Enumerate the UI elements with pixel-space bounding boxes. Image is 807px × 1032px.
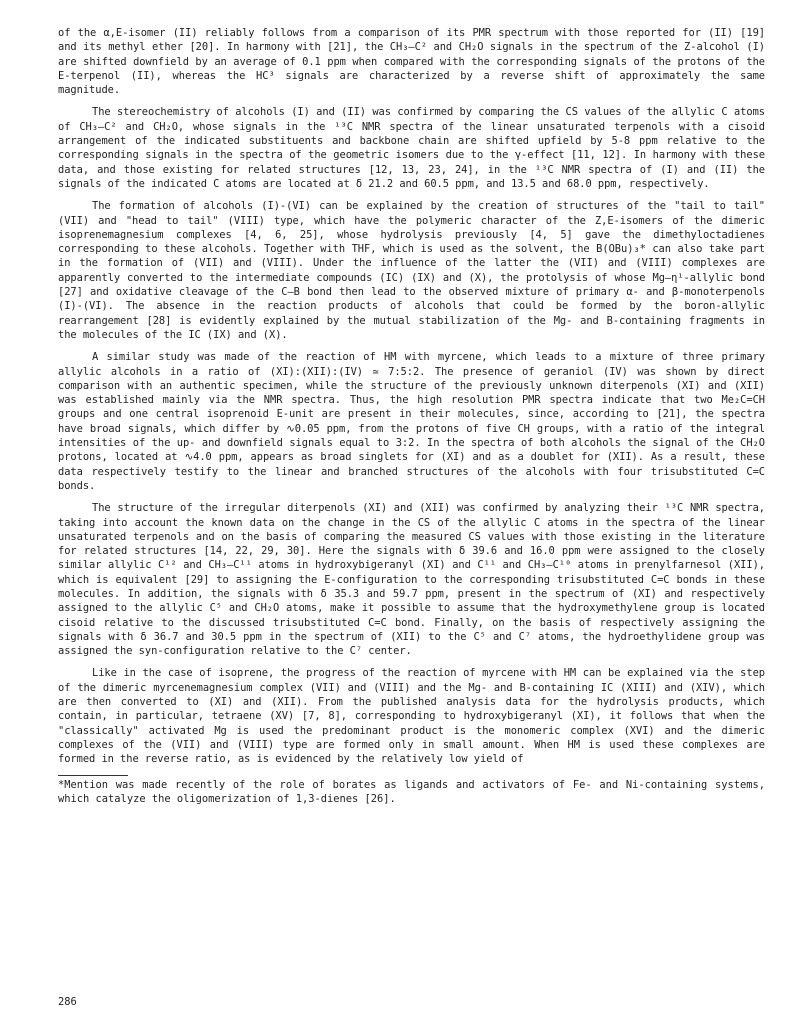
paragraph-6: Like in the case of isoprene, the progress of the reaction of myrcene with HM can be explained via the step of the dimeric myrcenemagnesium complex (VII) and (VIII) and the Mg- and B-containing IC (XIII) and (XIV), which are then converted to (XI) and (XII). From the published analysis data for the hydrolysis products, which contain, in particular, tetraene (XV) [7, 8], corresponding to hydroxybigeranyl (XI), it follows that when the "classically" activated Mg is used the predominant product is the monomeric complex (XVI) and the dimeric complexes of the (VII) and (VIII) type are formed only in small amount. When HM is used these complexes are formed in the reverse ratio, as is evidenced by the relatively low yield of	[58, 667, 765, 766]
paragraph-3: The formation of alcohols (I)-(VI) can be explained by the creation of structures of the "tail to tail" (VII) and "head to tail" (VIII) type, which have the polymeric character of the Z,E-isomers of the dimeric isoprenemagnesium complexes [4, 6, 25], whose hydrolysis previously [4, 5] gave the dimethyloctadienes corresponding to these alcohols. Together with THF, which is used as the solvent, the B(OBu)₃* can also take part in the formation of (VII) and (VIII). Under the influence of the latter the (VII) and (VIII) complexes are apparently converted to the intermediate compounds (IC) (IX) and (X), the protolysis of whose Mg–η¹-allylic bond [27] and oxidative cleavage of the C–B bond then lead to the observed mixture of primary α- and β-monoterpenols (I)-(VI). The absence in the reaction products of alcohols that could be formed by the boron-allylic rearrangement [28] is evidently explained by the mutual stabilization of the Mg- and B-containing fragments in the molecules of the IC (IX) and (X).	[58, 200, 765, 341]
page-number: 286	[58, 996, 77, 1008]
paragraph-2: The stereochemistry of alcohols (I) and (II) was confirmed by comparing the CS values of the allylic C atoms of CH₃–C² and CH₂O, whose signals in the ¹³C NMR spectra of the linear unsaturated terpenols with a cisoid arrangement of the indicated substituents and backbone chain are shifted upfield by 5-8 ppm relative to the corresponding signals in the spectra of the geometric isomers due to the γ-effect [11, 12]. In harmony with these data, and those existing for related structures [12, 13, 23, 24], in the ¹³C NMR spectra of (I) and (II) the signals of the indicated C atoms are located at δ 21.2 and 60.5 ppm, and 13.5 and 68.0 ppm, respectively.	[58, 106, 765, 190]
footnote: *Mention was made recently of the role of borates as ligands and activators of Fe- and Ni-containing systems, which catalyze the oligomerization of 1,3-dienes [26].	[58, 778, 765, 805]
paragraph-5: The structure of the irregular diterpenols (XI) and (XII) was confirmed by analyzing their ¹³C NMR spectra, taking into account the known data on the change in the CS of the allylic C atoms in the spectra of the linear unsaturated terpenols and on the basis of comparing the measured CS values with those existing in the literature for related structures [14, 22, 29, 30]. Here the signals with δ 39.6 and 16.0 ppm were assigned to the closely similar allylic C¹² and CH₃–C¹¹ atoms in hydroxybigeranyl (XI) and C¹¹ and CH₃–C¹⁰ atoms in prenylfarnesol (XII), which is equivalent [29] to assigning the E-configuration to the corresponding trisubstituted C=C bonds in these molecules. In addition, the signals with δ 35.3 and 59.7 ppm, present in the spectrum of (XI) and respectively assigned to the allylic C⁵ and CH₂O atoms, make it possible to assume that the hydroxymethylene group is located cisoid relative to the discussed trisubstituted C=C bond. Finally, on the basis of respectively assigning the signals with δ 36.7 and 30.5 ppm in the spectrum of (XII) to the C⁵ and C⁷ atoms, the hydroethylidene group was assigned the syn-configuration relative to the C⁷ center.	[58, 502, 765, 658]
paragraph-4: A similar study was made of the reaction of HM with myrcene, which leads to a mixture of three primary allylic alcohols in a ratio of (XI):(XII):(IV) ≃ 7:5:2. The presence of geraniol (IV) was shown by direct comparison with an authentic specimen, while the structure of the previously unknown diterpenols (XI) and (XII) was established mainly via the NMR spectra. Thus, the high resolution PMR spectra indicate that two Me₂C=CH groups and one central isoprenoid E-unit are present in their molecules, since, according to [21], the spectra have broad signals, which differ by ∿0.05 ppm, from the protons of five CH groups, with a ratio of the integral intensities of the up- and downfield signals equal to 3:2. In the spectra of both alcohols the signal of the CH₂O protons, located at ∿4.0 ppm, appears as broad singlets for (XI) and as a doublet for (XII). As a result, these data respectively testify to the linear and branched structures of the alcohols with four trisubstituted C=C bonds.	[58, 351, 765, 492]
footnote-divider	[58, 775, 128, 776]
paragraph-1: of the α,E-isomer (II) reliably follows from a comparison of its PMR spectrum with those reported for (II) [19] and its methyl ether [20]. In harmony with [21], the CH₃–C² and CH₂O signals in the spectrum of the Z-alcohol (I) are shifted downfield by an average of 0.1 ppm when compared with the corresponding signals of the protons of the E-terpenol (II), whereas the HC³ signals are characterized by a reverse shift of approximately the same magnitude.	[58, 27, 765, 97]
